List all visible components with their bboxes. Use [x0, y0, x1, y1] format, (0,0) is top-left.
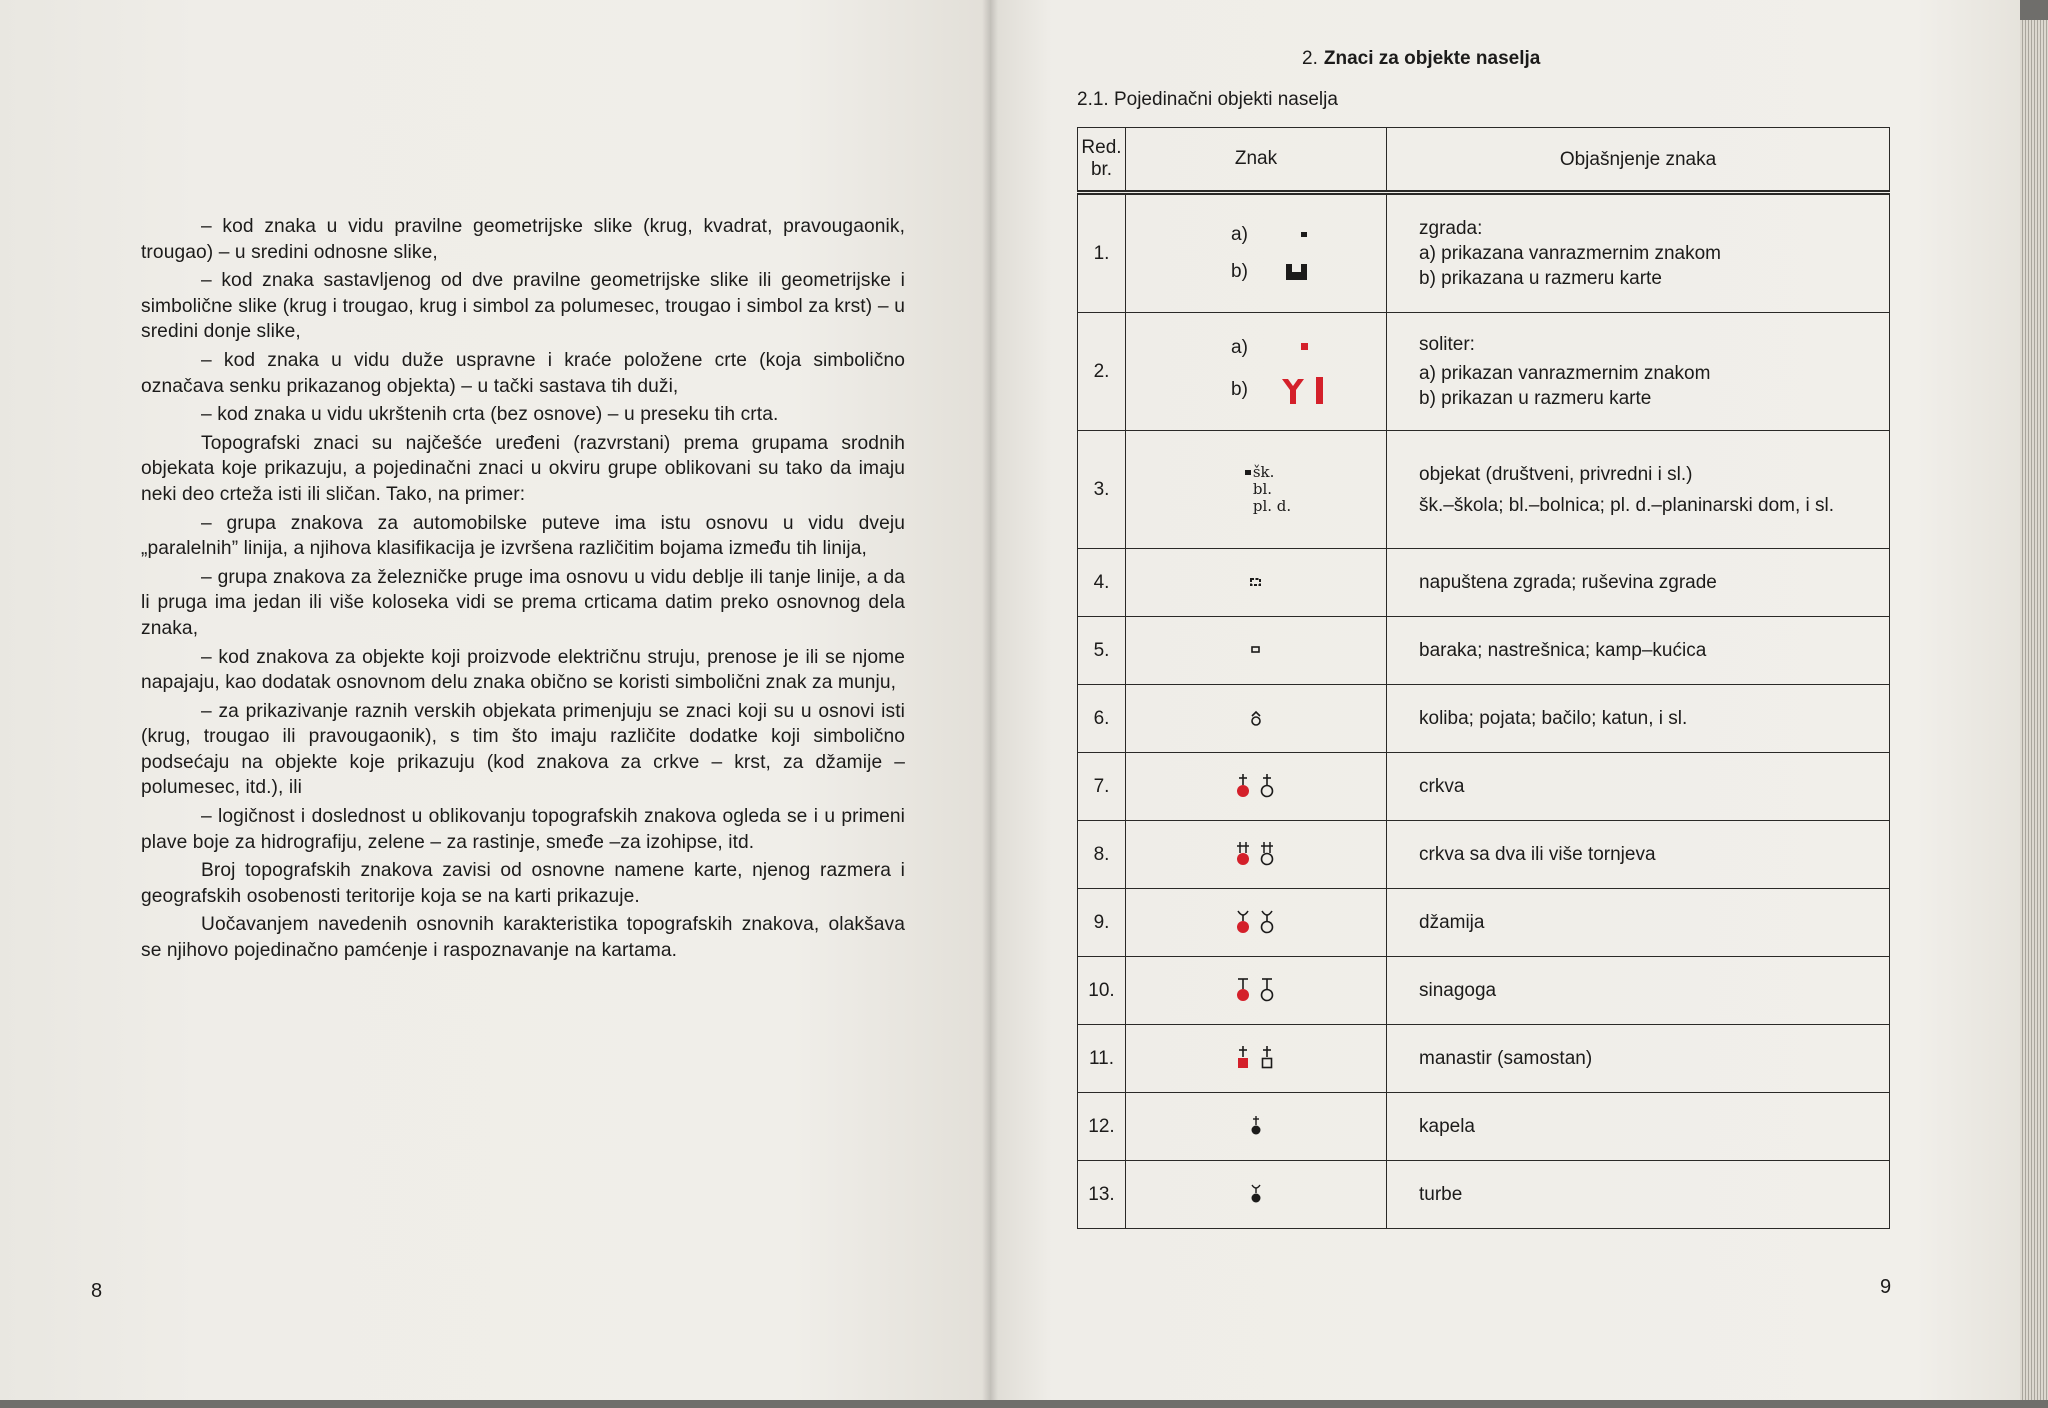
paragraph: Broj topografskih znakova zavisi od osnovne namene karte, njenog razmera i geografskih osobenosti teritorije koja se na karti prikazuje. [141, 860, 905, 907]
table-row [1078, 193, 1890, 313]
row-number: 4. [1078, 549, 1126, 617]
table-row [1078, 821, 1890, 889]
description-cell: sinagoga [1387, 957, 1890, 1025]
row-number: 7. [1078, 753, 1126, 821]
paragraph: Topografski znaci su najčešće uređeni (razvrstani) prema grupama srodnih objekata koje prikazuju, a pojedinačni znaci u okviru grupe oblikovani su tako da imaju neki deo crteža isti ili sličan. Tako, na primer: [141, 432, 905, 505]
highrise-small-icon [1274, 340, 1314, 354]
row-number: 6. [1078, 685, 1126, 753]
page-number-left: 8 [91, 1280, 103, 1302]
table-row [1078, 685, 1890, 753]
description-cell: soliter: a) prikazan vanrazmernim znakom b) prikazan u razmeru karte [1387, 313, 1890, 431]
sign-cell [1126, 617, 1387, 685]
sign-cell [1126, 549, 1387, 617]
row-number: 8. [1078, 821, 1126, 889]
abbreviation-list: šk. bl. pl. d. [1252, 463, 1292, 515]
table-row [1078, 431, 1890, 549]
page-edges [2020, 20, 2048, 1400]
sign-cell [1126, 889, 1387, 957]
header-znak: Znak [1126, 128, 1387, 193]
row-number: 10. [1078, 957, 1126, 1025]
left-body-text [141, 214, 905, 967]
paragraph: – kod znaka sastavljenog od dve pravilne geometrijske slike ili geometrijske i simbolične slike (krug i trougao, krug i simbol za polumesec, trougao i simbol za krst) – u sredini donje slike, [141, 270, 905, 343]
turbe-icon [1249, 1183, 1263, 1205]
church-icon [1234, 773, 1278, 801]
section-heading [1302, 48, 1540, 70]
row-number: 12. [1078, 1093, 1126, 1161]
table-row [1078, 1161, 1890, 1229]
table-row [1078, 313, 1890, 431]
sign-cell [1126, 1025, 1387, 1093]
paragraph: – logičnost i doslednost u oblikovanju topografskih znakova ogleda se i u primeni plave boje za hidrografiju, zelene – za rastinje, smeđe –za izohipse, itd. [141, 806, 905, 853]
sign-cell [1126, 685, 1387, 753]
description-cell: crkva sa dva ili više tornjeva [1387, 821, 1890, 889]
book-gutter [982, 0, 998, 1400]
header-red-br: Red. br. [1078, 128, 1126, 193]
section-title: Znaci za objekte naselja [1323, 48, 1541, 69]
multi-tower-church-icon [1234, 841, 1278, 869]
sign-cell [1126, 957, 1387, 1025]
chapel-icon [1249, 1115, 1263, 1137]
description-cell: objekat (društveni, privredni i sl.) šk.–škola; bl.–bolnica; pl. d.–planinarski dom, i sl. [1387, 431, 1890, 549]
left-page [0, 0, 990, 1400]
paragraph: – kod znakova za objekte koji proizvode električnu struju, prenose je ili se njome napajaju, kao dodatak osnovnom delu znaka obično se koristi simbolični znak za munju, [141, 646, 905, 694]
ruin-icon [1249, 576, 1263, 588]
monastery-icon [1234, 1045, 1278, 1073]
page-number-right: 9 [1880, 1276, 1892, 1298]
table-header-row [1078, 128, 1890, 193]
paragraph: – grupa znakova za železničke pruge ima osnovu u vidu deblje ili tanje linije, a da li pruga ima jedan ili više koloseka vidi se prema crticama datim preko osnovnog dela znaka, [141, 566, 905, 639]
paragraph: – kod znaka u vidu duže uspravne i kraće položene crte (koja simbolično označava senku prikazanog objekta) – u tački sastava tih duži, [141, 349, 905, 397]
table-row [1078, 549, 1890, 617]
synagogue-icon [1234, 977, 1278, 1005]
row-number: 3. [1078, 431, 1126, 549]
description-cell: zgrada: a) prikazana vanrazmernim znakom b) prikazana u razmeru karte [1387, 193, 1890, 313]
row-number: 9. [1078, 889, 1126, 957]
description-cell: kapela [1387, 1093, 1890, 1161]
paragraph: – grupa znakova za automobilske puteve ima istu osnovu u vidu dveju „paralelnih” linija, a njihova klasifikacija je izvršena različitim bojama između tih linija, [141, 512, 905, 560]
table-row [1078, 1025, 1890, 1093]
signs-table [1077, 127, 1890, 1229]
building-small-icon [1274, 228, 1314, 242]
sign-cell [1126, 753, 1387, 821]
description-cell: napuštena zgrada; ruševina zgrade [1387, 549, 1890, 617]
sign-cell [1126, 431, 1387, 549]
header-objasnjenje: Objašnjenje znaka [1387, 128, 1890, 193]
paragraph: – za prikazivanje raznih verskih objekata primenjuju se znaci koji su u osnovi isti (krug, trougao ili pravougaonik), s tim što imaju različite dodatke koji simbolično podsećaju na objekte koje prikazuju (kod znakova za crkve – krst, za džamije – polumesec, itd.), ili [141, 700, 905, 799]
sign-cell [1126, 1161, 1387, 1229]
paragraph: Uočavanjem navedenih osnovnih karakteristika topografskih znakova, olakšava se njihovo pojedinačno pamćenje i raspoznavanje na kartama. [141, 914, 905, 962]
sign-label-a: a) [1231, 224, 1248, 246]
sign-label-b: b) [1231, 378, 1248, 400]
sign-label-b: b) [1231, 260, 1248, 282]
barrack-icon [1250, 645, 1262, 655]
building-scale-icon [1274, 260, 1314, 282]
sign-cell [1126, 1093, 1387, 1161]
table-row [1078, 957, 1890, 1025]
subsection-heading: 2.1. Pojedinačni objekti naselja [1077, 89, 1338, 110]
description-cell: manastir (samostan) [1387, 1025, 1890, 1093]
row-number: 13. [1078, 1161, 1126, 1229]
row-number: 1. [1078, 193, 1126, 313]
description-cell: crkva [1387, 753, 1890, 821]
description-cell: baraka; nastrešnica; kamp–kućica [1387, 617, 1890, 685]
table-row [1078, 889, 1890, 957]
hut-icon [1249, 709, 1263, 727]
sign-cell [1126, 821, 1387, 889]
paragraph: – kod znaka u vidu ukrštenih crta (bez osnove) – u preseku tih crta. [201, 404, 779, 426]
description-cell: turbe [1387, 1161, 1890, 1229]
row-number: 11. [1078, 1025, 1126, 1093]
sign-label-a: a) [1231, 336, 1248, 358]
paragraph: – kod znaka u vidu pravilne geometrijske slike (krug, kvadrat, pravougaonik, trougao) – u sredini odnosne slike, [141, 216, 905, 263]
description-cell: džamija [1387, 889, 1890, 957]
sign-cell [1126, 313, 1387, 431]
highrise-scale-icon [1274, 373, 1334, 407]
row-number: 5. [1078, 617, 1126, 685]
table-row [1078, 617, 1890, 685]
row-number: 2. [1078, 313, 1126, 431]
sign-cell [1126, 193, 1387, 313]
section-number: 2. [1302, 48, 1318, 69]
table-row [1078, 1093, 1890, 1161]
mosque-icon [1234, 909, 1278, 937]
table-row [1078, 753, 1890, 821]
description-cell: koliba; pojata; bačilo; katun, i sl. [1387, 685, 1890, 753]
